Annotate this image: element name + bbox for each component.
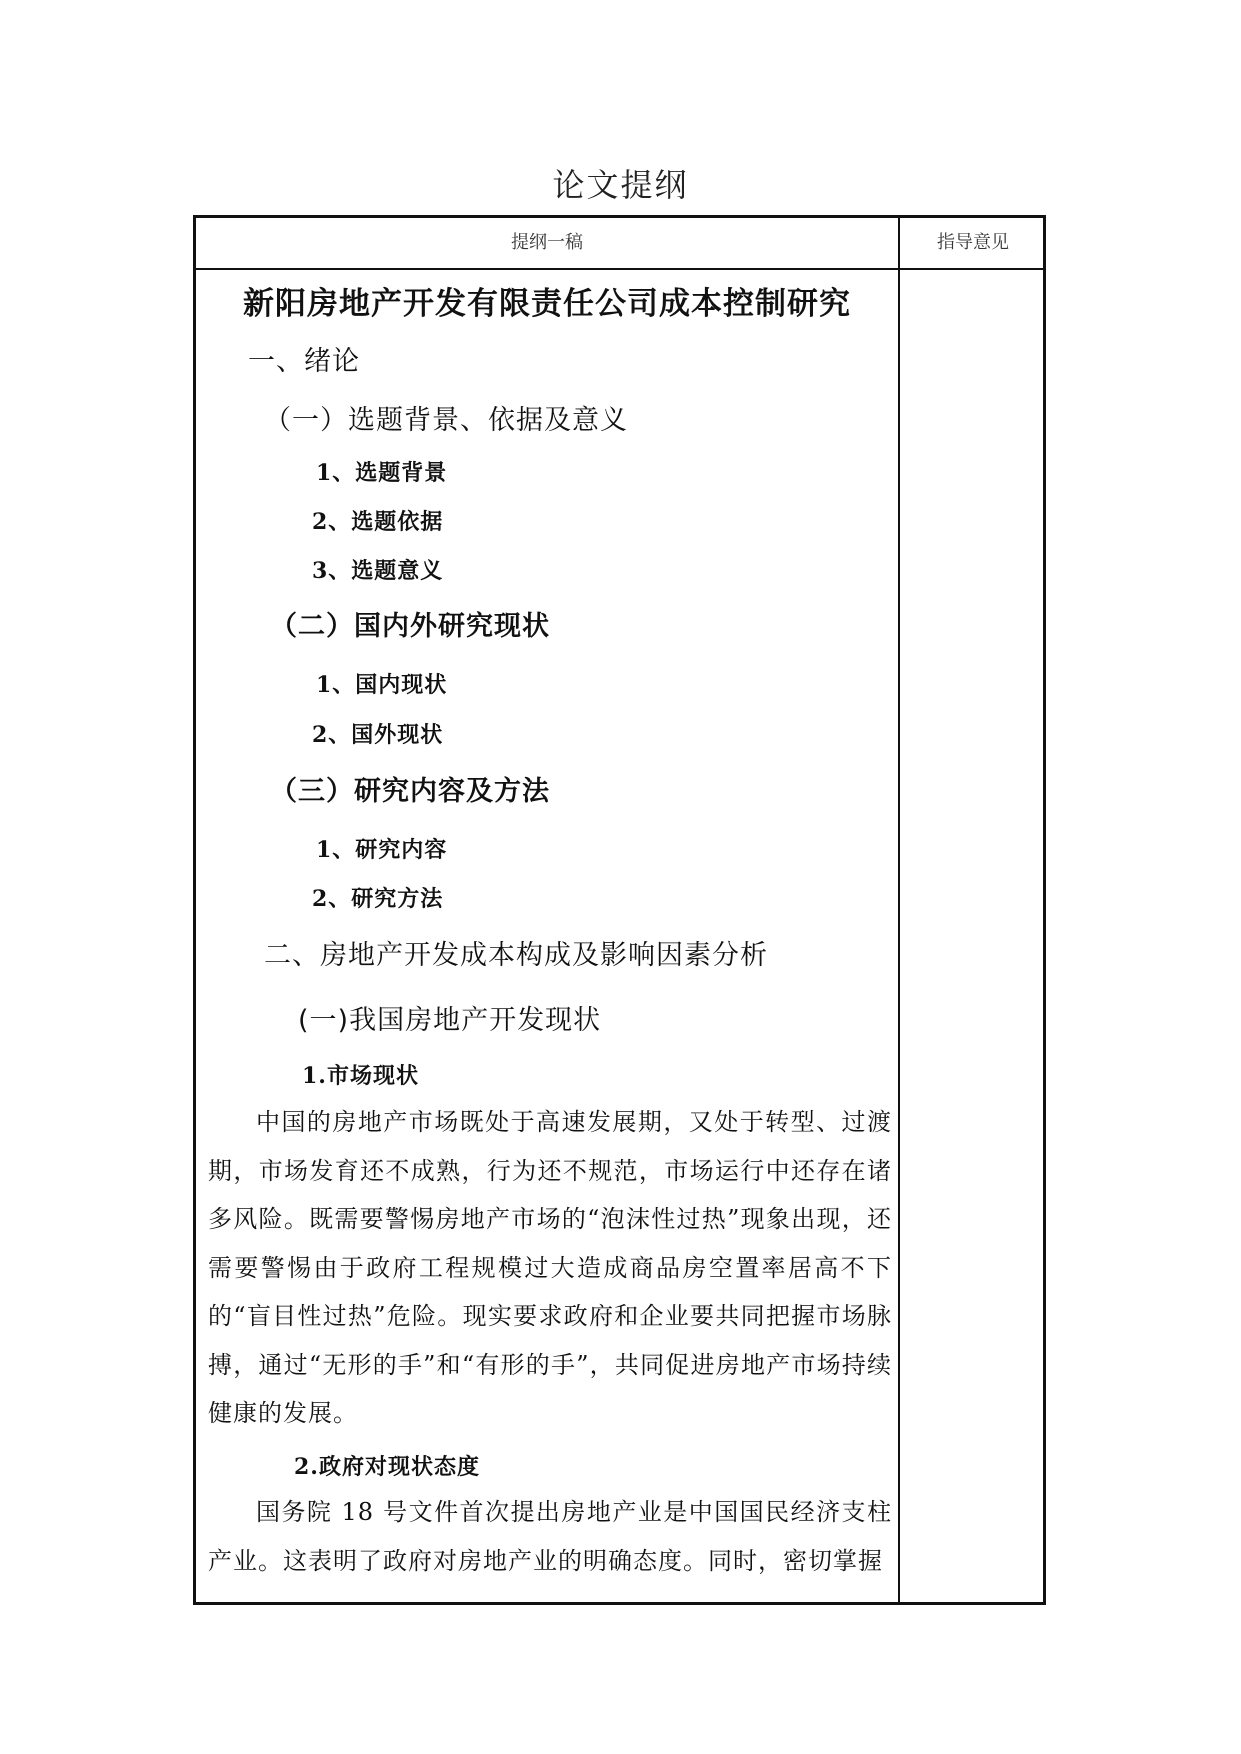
body-paragraph: 中国的房地产市场既处于高速发展期，又处于转型、过渡期，市场发育还不成熟，行为还不规范，市场运行中还存在诸多风险。既需要警惕房地产市场的“泡沫性过热”现象出现，还需要警惕由于政府工程规模过大造成商品房空置率居高不下的“盲目性过热”危险。现实要求政府和企业要共同把握市场脉搏，通过“无形的手”和“有形的手”，共同促进房地产市场持续健康的发展。 [208, 1108, 892, 1427]
section-heading: 二、房地产开发成本构成及影响因素分析 [264, 940, 768, 971]
section-heading: 一、绪论 [248, 346, 360, 377]
subsubsection-heading: 1、研究内容 [316, 837, 448, 863]
subsubsection-heading: 1.市场现状 [302, 1063, 419, 1089]
subsection-heading: (一)我国房地产开发现状 [298, 1005, 602, 1036]
subsubsection-heading: 2.政府对现状态度 [294, 1454, 480, 1480]
page-title: 论文提纲 [552, 166, 689, 204]
outline-table [193, 215, 1046, 1605]
column-divider [898, 218, 900, 1602]
subsubsection-heading: 2、研究方法 [312, 886, 444, 912]
subsection-heading: （二）国内外研究现状 [270, 611, 550, 642]
draft-column-header: 提纲一稿 [511, 232, 583, 253]
subsubsection-heading: 2、国外现状 [312, 722, 444, 748]
subsection-heading: （一）选题背景、依据及意义 [264, 405, 628, 436]
header-divider [196, 268, 1043, 270]
subsection-heading: （三）研究内容及方法 [270, 776, 550, 807]
thesis-title: 新阳房地产开发有限责任公司成本控制研究 [243, 286, 851, 322]
body-paragraph: 国务院 18 号文件首次提出房地产业是中国国民经济支柱产业。这表明了政府对房地产业的明确态度。同时，密切掌握 [208, 1498, 892, 1575]
comments-column-header: 指导意见 [937, 232, 1009, 253]
subsubsection-heading: 2、选题依据 [312, 509, 444, 535]
subsubsection-heading: 1、国内现状 [316, 672, 448, 698]
subsubsection-heading: 1、选题背景 [316, 460, 448, 486]
subsubsection-heading: 3、选题意义 [312, 558, 444, 584]
